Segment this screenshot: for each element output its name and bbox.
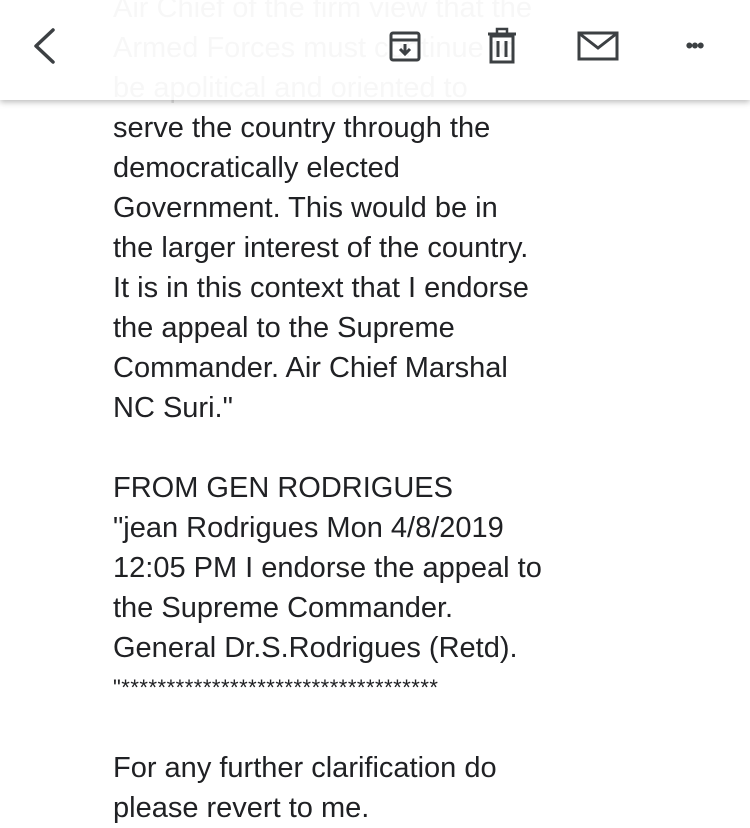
body-line: FROM GEN RODRIGUES bbox=[113, 472, 453, 504]
email-toolbar bbox=[0, 0, 750, 100]
paragraph-gap bbox=[113, 428, 733, 468]
delete-button[interactable] bbox=[472, 18, 532, 74]
body-line: For any further clarification do bbox=[113, 752, 497, 784]
more-horizontal-icon: ••• bbox=[685, 33, 703, 58]
stars-separator: "*********************************** bbox=[113, 675, 439, 700]
mail-icon bbox=[577, 30, 619, 62]
body-line: Government. This would be in bbox=[113, 192, 498, 224]
body-line: serve the country through the bbox=[113, 112, 491, 144]
body-line: "jean Rodrigues Mon 4/8/2019 bbox=[113, 512, 504, 544]
body-line: please revert to me. bbox=[113, 792, 370, 824]
more-button[interactable] bbox=[664, 18, 724, 74]
body-line: 12:05 PM I endorse the appeal to bbox=[113, 552, 542, 584]
body-line: NC Suri." bbox=[113, 392, 233, 424]
back-button[interactable] bbox=[14, 18, 74, 74]
message-body bbox=[113, 0, 733, 828]
trash-icon bbox=[485, 27, 519, 65]
body-line: the Supreme Commander. bbox=[113, 592, 454, 624]
body-line: It is in this context that I endorse bbox=[113, 272, 529, 304]
archive-button[interactable] bbox=[375, 18, 435, 74]
mail-button[interactable] bbox=[568, 18, 628, 74]
paragraph-gap bbox=[113, 708, 733, 748]
body-line: the larger interest of the country. bbox=[113, 232, 529, 264]
body-line: the appeal to the Supreme bbox=[113, 312, 455, 344]
body-line: democratically elected bbox=[113, 152, 400, 184]
body-line: Commander. Air Chief Marshal bbox=[113, 352, 508, 384]
archive-icon bbox=[387, 28, 423, 64]
body-line: General Dr.S.Rodrigues (Retd). bbox=[113, 632, 518, 664]
chevron-left-icon bbox=[29, 26, 59, 66]
